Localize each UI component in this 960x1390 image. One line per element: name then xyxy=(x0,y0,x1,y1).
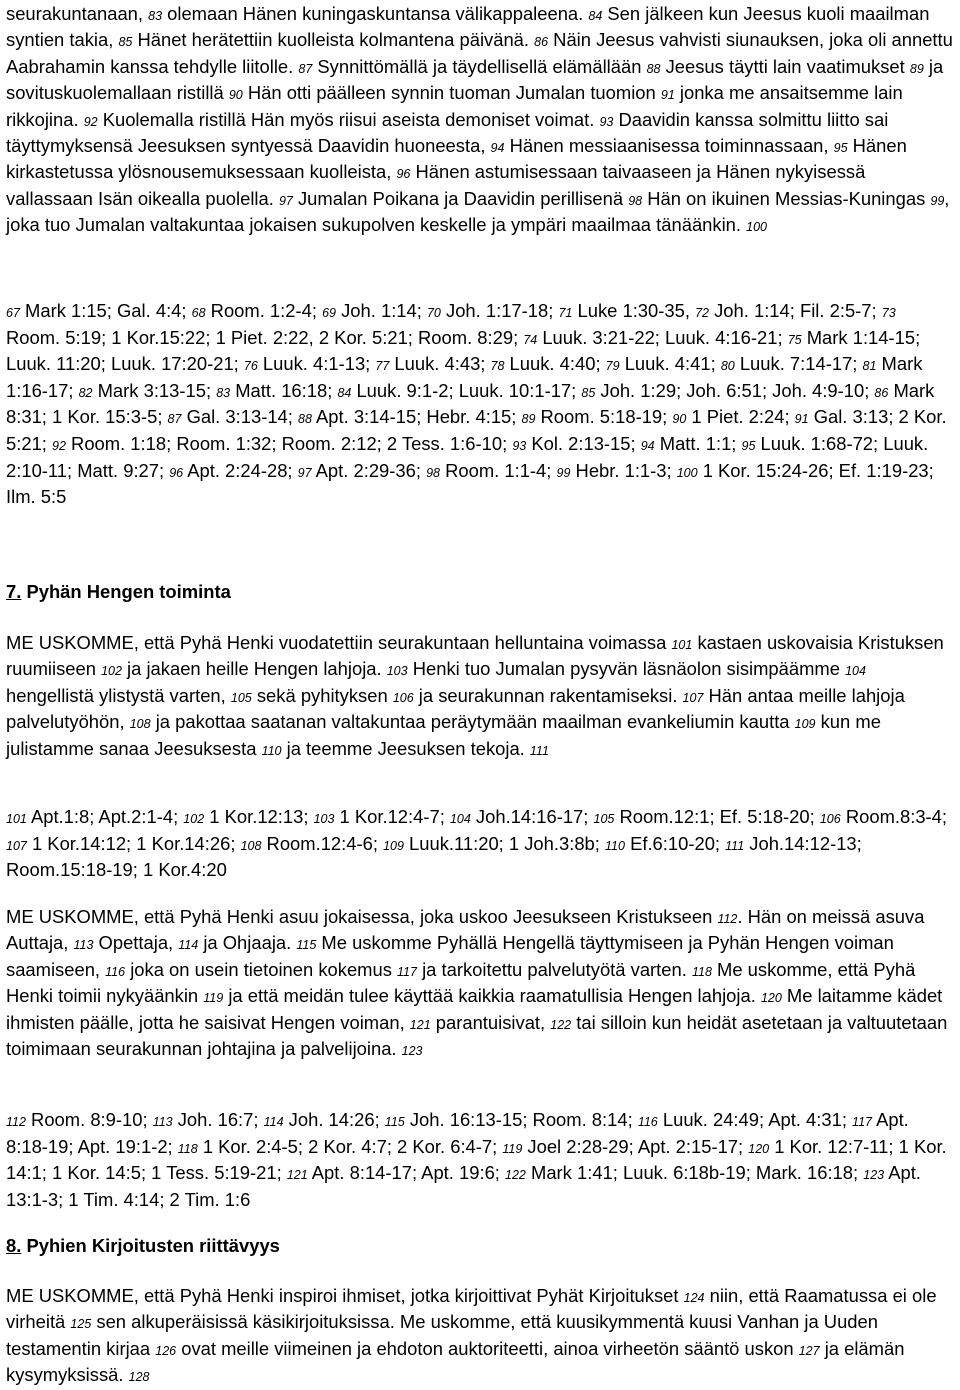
footnote-marker: 115 xyxy=(384,1115,405,1129)
text-run: Room. 1:1-4; xyxy=(439,459,557,481)
text-run: 1 Kor. 15:24-26; Ef. 1:19-23; Ilm. 5:5 xyxy=(6,459,934,508)
footnote-marker: 68 xyxy=(191,306,206,320)
text-run: Luuk.11:20; 1 Joh.3:8b; xyxy=(403,832,606,854)
text-run: Mark 1:41; Luuk. 6:18b-19; Mark. 16:18; xyxy=(525,1162,864,1184)
footnote-marker: 109 xyxy=(794,717,816,732)
text-run: Gal. 3:13-14; xyxy=(181,406,298,428)
footnote-references-112-123 xyxy=(6,1108,954,1211)
text-run: Room. 5:19; 1 Kor.15:22; 1 Piet. 2:22, 2 Kor. 5:21; Room. 8:29; xyxy=(6,326,524,348)
footnote-marker: 87 xyxy=(298,61,313,76)
text-run: Mark 1:15; Gal. 4:4; xyxy=(19,300,192,321)
text-run: Apt. 8:14-17; Apt. 19:6; xyxy=(307,1162,506,1184)
text-run: Hänen astumisessaan taivaaseen ja Hänen nykyisessä vallassaan Isän oikealla puolella. xyxy=(6,161,866,209)
footnote-marker: 99 xyxy=(556,465,571,480)
footnote-marker: 93 xyxy=(512,438,527,453)
text-run: ja että meidän tulee käyttää kaikkia raamatullisia Hengen lahjoja. xyxy=(223,985,761,1007)
paragraph-scripture-sufficiency xyxy=(6,1284,954,1390)
paragraph-spirit-indwelling xyxy=(6,905,954,1063)
footnote-marker: 107 xyxy=(682,690,704,705)
footnote-marker: 84 xyxy=(337,385,352,400)
footnote-marker: 88 xyxy=(298,412,312,427)
footnote-marker: 70 xyxy=(426,306,441,320)
footnote-marker: 115 xyxy=(296,938,317,953)
text-run: niin, että Raamatussa ei ole virheitä xyxy=(6,1285,937,1333)
footnote-marker: 117 xyxy=(852,1115,872,1129)
text-run: Me laitamme kädet ihmisten päälle, jotta he saisivat Hengen voiman, xyxy=(6,985,943,1033)
text-run: Hebr. 1:1-3; xyxy=(570,459,677,481)
footnote-marker: 75 xyxy=(787,332,802,347)
footnote-marker: 101 xyxy=(671,638,693,652)
text-run: Sen jälkeen kun Jeesus kuoli maailman syntien takia, xyxy=(6,3,930,51)
footnote-marker: 97 xyxy=(278,193,293,208)
footnote-marker: 80 xyxy=(720,359,735,374)
text-run: Apt. 2:29-36; xyxy=(311,459,427,481)
footnote-marker: 92 xyxy=(52,438,66,453)
text-run: Room. 1:2-4; xyxy=(205,300,323,321)
text-run: Hänen kirkastetussa ylösnousemuksessaan kuolleista, xyxy=(6,135,907,183)
text-run: Room. 8:9-10; xyxy=(25,1109,153,1130)
text-run: Luke 1:30-35, xyxy=(572,300,696,321)
text-run: Synnittömällä ja täydellisellä elämällään xyxy=(312,55,647,77)
text-run: Luuk. 4:41; xyxy=(619,353,721,375)
footnote-marker: 93 xyxy=(599,114,614,129)
text-run: ME USKOMME, että Pyhä Henki vuodatettiin seurakuntaan helluntaina voimassa xyxy=(6,632,672,653)
footnote-marker: 83 xyxy=(216,385,231,400)
text-run: Joh. 1:29; Joh. 6:51; Joh. 4:9-10; xyxy=(595,379,875,401)
footnote-marker: 113 xyxy=(152,1115,173,1129)
footnote-marker: 94 xyxy=(490,141,505,156)
footnote-marker: 117 xyxy=(397,964,417,979)
footnote-marker: 94 xyxy=(640,438,655,453)
footnote-marker: 128 xyxy=(128,1370,150,1385)
text-run: Daavidin kanssa solmittu liitto sai täyttymyksensä Jeesuksen syntyessä Daavidin huoneesta, xyxy=(6,108,889,157)
text-run: Jeesus täytti lain vaatimukset xyxy=(660,55,910,77)
text-run: Joh.14:12-13; Room.15:18-19; 1 Kor.4:20 xyxy=(6,832,862,881)
footnote-marker: 103 xyxy=(386,664,408,679)
text-run: parantuisivat, xyxy=(430,1011,551,1033)
footnote-references-67-100 xyxy=(6,299,954,509)
text-run: . Hän on meissä asuva Auttaja, xyxy=(6,906,925,954)
text-run: kun me julistamme sanaa Jeesuksesta xyxy=(6,711,881,759)
footnote-marker: 98 xyxy=(426,465,440,480)
text-run: 1 Kor.14:12; 1 Kor.14:26; xyxy=(26,832,241,854)
text-run: 1 Piet. 2:24; xyxy=(686,406,795,428)
footnote-marker: 83 xyxy=(148,9,163,23)
footnote-marker: 125 xyxy=(70,1317,92,1332)
text-run: Hän otti päälleen synnin tuoman Jumalan tuomion xyxy=(242,82,661,104)
text-run: Matt. 16:18; xyxy=(230,379,338,401)
footnote-marker: 102 xyxy=(101,664,122,679)
footnote-marker: 121 xyxy=(409,1017,431,1032)
footnote-marker: 81 xyxy=(862,359,877,374)
footnote-marker: 89 xyxy=(909,61,924,76)
text-run: Opettaja, xyxy=(93,932,179,954)
footnote-marker: 67 xyxy=(6,306,20,320)
text-run: Luuk. 4:1-13; xyxy=(257,353,376,375)
paragraph-holy-spirit-work xyxy=(6,631,954,763)
footnote-marker: 118 xyxy=(177,1141,198,1156)
text-run: sen alkuperäisissä käsikirjoituksissa. Me uskomme, että kuusikymmentä kuusi Vanhan ja Uuden testamentin kirjaa xyxy=(6,1311,878,1359)
footnote-marker: 112 xyxy=(717,912,738,926)
footnote-marker: 71 xyxy=(558,306,573,320)
footnote-marker: 102 xyxy=(183,812,205,826)
footnote-marker: 123 xyxy=(401,1044,423,1059)
text-run: ja sovituskuolemallaan ristillä xyxy=(6,55,944,104)
footnote-marker: 91 xyxy=(660,88,675,103)
text-run: Joel 2:28-29; Apt. 2:15-17; xyxy=(522,1135,749,1157)
footnote-marker: 107 xyxy=(6,838,27,853)
text-run: Room. 1:18; Room. 1:32; Room. 2:12; 2 Tess. 1:6-10; xyxy=(65,432,513,454)
footnote-marker: 111 xyxy=(529,743,549,758)
footnote-marker: 104 xyxy=(845,664,866,679)
text-run: Luuk. 7:14-17; xyxy=(734,353,863,375)
footnote-marker: 78 xyxy=(490,359,505,374)
footnote-marker: 100 xyxy=(676,465,698,480)
footnote-marker: 73 xyxy=(881,306,896,320)
footnote-marker: 101 xyxy=(6,812,27,826)
text-run: Hän on ikuinen Messias-Kuningas xyxy=(642,187,931,209)
heading-title: Pyhien Kirjoitusten riittävyys xyxy=(21,1235,280,1256)
text-run: Room. 5:18-19; xyxy=(535,406,673,428)
text-run: Luuk. 24:49; Apt. 4:31; xyxy=(657,1109,853,1130)
footnote-marker: 114 xyxy=(263,1115,284,1129)
footnote-marker: 123 xyxy=(863,1168,885,1183)
text-run: 1 Kor. 12:7-11; 1 Kor. 14:1; 1 Kor. 14:5; 1 Tess. 5:19-21; xyxy=(6,1135,947,1184)
text-run: ME USKOMME, että Pyhä Henki asuu jokaisessa, joka uskoo Jeesukseen Kristukseen xyxy=(6,906,718,927)
text-run: seurakuntanaan, xyxy=(6,3,149,24)
footnote-marker: 119 xyxy=(203,991,224,1006)
text-run: Mark 1:16-17; xyxy=(6,353,923,401)
footnote-marker: 116 xyxy=(105,964,126,979)
footnote-marker: 96 xyxy=(169,465,184,480)
text-run: Näin Jeesus vahvisti siunauksen, joka oli annettu Aabrahamin kanssa tehdylle liitolle. xyxy=(6,29,953,77)
footnote-marker: 119 xyxy=(502,1141,523,1156)
footnote-marker: 85 xyxy=(118,35,133,50)
footnote-marker: 77 xyxy=(375,359,390,374)
footnote-references-101-111 xyxy=(6,805,954,882)
text-run: 1 Kor.12:13; xyxy=(204,806,314,827)
text-run: Joh. 1:14; Fil. 2:5-7; xyxy=(708,300,882,321)
footnote-marker: 97 xyxy=(297,465,312,480)
text-run: 1 Kor.12:4-7; xyxy=(334,806,450,827)
footnote-marker: 72 xyxy=(695,306,709,320)
footnote-marker: 86 xyxy=(874,385,889,400)
footnote-marker: 103 xyxy=(313,812,335,826)
text-run: joka on usein tietoinen kokemus xyxy=(125,958,398,980)
text-run: Apt. 8:18-19; Apt. 19:1-2; xyxy=(6,1109,909,1157)
text-run: ja teemme Jeesuksen tekoja. xyxy=(281,737,530,759)
footnote-marker: 109 xyxy=(383,838,404,853)
footnote-marker: 85 xyxy=(581,385,596,400)
text-run: Me uskomme, että Pyhä Henki toimii nykyäänkin xyxy=(6,958,916,1007)
footnote-marker: 90 xyxy=(228,88,243,103)
text-run: Gal. 3:13; 2 Kor. 5:21; xyxy=(6,406,947,454)
text-run: Apt. 2:24-28; xyxy=(183,459,298,481)
footnote-marker: 95 xyxy=(741,438,756,453)
text-run: ovat meille viimeinen ja ehdoton auktoriteetti, ainoa virheetön sääntö uskon xyxy=(176,1337,799,1359)
text-run: ja pakottaa saatanan valtakuntaa peräytymään maailman evankeliumin kautta xyxy=(150,711,795,733)
text-run: ja seurakunnan rakentamiseksi. xyxy=(413,684,683,706)
footnote-marker: 104 xyxy=(449,812,471,826)
paragraph-christ-work xyxy=(6,2,954,240)
text-run: Luuk. 1:68-72; Luuk. 2:10-11; Matt. 9:27; xyxy=(6,432,929,481)
footnote-marker: 106 xyxy=(819,812,841,826)
footnote-marker: 127 xyxy=(798,1343,820,1358)
footnote-marker: 108 xyxy=(129,717,151,732)
footnote-marker: 96 xyxy=(396,167,411,182)
text-run: hengellistä ylistystä varten, xyxy=(6,684,231,706)
footnote-marker: 110 xyxy=(261,743,282,758)
text-run: Apt. 13:1-3; 1 Tim. 4:14; 2 Tim. 1:6 xyxy=(6,1162,921,1210)
text-run: Apt.1:8; Apt.2:1-4; xyxy=(26,806,184,827)
text-run: Mark 8:31; 1 Kor. 15:3-5; xyxy=(6,379,935,428)
footnote-marker: 95 xyxy=(833,141,848,156)
text-run: Luuk. 4:43; xyxy=(389,353,491,375)
footnote-marker: 84 xyxy=(588,9,603,23)
text-run: Mark 1:14-15; Luuk. 11:20; Luuk. 17:20-21; xyxy=(6,326,921,375)
text-run: ME USKOMME, että Pyhä Henki inspiroi ihmiset, jotka kirjoittivat Pyhät Kirjoitukset xyxy=(6,1285,684,1306)
footnote-marker: 126 xyxy=(155,1343,177,1358)
footnote-marker: 116 xyxy=(637,1115,658,1129)
footnote-marker: 90 xyxy=(672,412,687,427)
text-run: Joh. 1:14; xyxy=(335,300,427,321)
text-run: Me uskomme Pyhällä Hengellä täyttymiseen ja Pyhän Hengen voiman saamiseen, xyxy=(6,932,894,980)
footnote-marker: 121 xyxy=(286,1168,308,1183)
footnote-marker: 106 xyxy=(392,690,414,705)
text-run: Joh.14:16-17; xyxy=(470,806,594,827)
text-run: sekä pyhityksen xyxy=(251,684,393,706)
section-heading-8 xyxy=(6,1234,954,1258)
footnote-marker: 76 xyxy=(243,359,258,374)
text-run: Room.12:1; Ef. 5:18-20; xyxy=(614,806,820,827)
footnote-marker: 92 xyxy=(83,114,98,129)
footnote-marker: 114 xyxy=(178,938,199,953)
text-run: ja jakaen heille Hengen lahjoja. xyxy=(121,658,387,680)
footnote-marker: 88 xyxy=(646,61,661,76)
text-run: Luuk. 4:40; xyxy=(504,353,606,375)
text-run: Joh. 14:26; xyxy=(283,1109,385,1130)
text-run: Joh. 16:7; xyxy=(172,1109,264,1130)
text-run: kastaen uskovaisia Kristuksen ruumiiseen xyxy=(6,632,944,680)
text-run: jonka me ansaitsemme lain rikkojina. xyxy=(6,82,903,130)
text-run: Matt. 1:1; xyxy=(654,432,742,454)
text-run: Joh. 16:13-15; Room. 8:14; xyxy=(404,1109,638,1130)
text-run: Kuolemalla ristillä Hän myös riisui aseista demoniset voimat. xyxy=(97,108,600,130)
footnote-marker: 124 xyxy=(683,1291,705,1305)
footnote-marker: 100 xyxy=(746,220,767,235)
footnote-marker: 99 xyxy=(930,193,945,208)
text-run: Hänen messiaanisessa toiminnassaan, xyxy=(504,135,834,157)
footnote-marker: 105 xyxy=(593,812,615,826)
text-run: Luuk. 3:21-22; Luuk. 4:16-21; xyxy=(537,326,788,348)
text-run: ja Ohjaaja. xyxy=(198,932,297,954)
text-run: Room.8:3-4; xyxy=(840,806,948,827)
footnote-marker: 111 xyxy=(725,838,745,853)
text-run: Ef.6:10-20; xyxy=(624,832,726,854)
footnote-marker: 89 xyxy=(521,412,536,427)
text-run: Mark 3:13-15; xyxy=(92,379,217,401)
footnote-marker: 74 xyxy=(523,332,538,347)
text-run: Joh. 1:17-18; xyxy=(440,300,559,321)
text-run: Hän antaa meille lahjoja palvelutyöhön, xyxy=(6,684,905,733)
heading-title: Pyhän Hengen toiminta xyxy=(21,581,231,602)
footnote-marker: 69 xyxy=(322,306,336,320)
text-run: Luuk. 9:1-2; Luuk. 10:1-17; xyxy=(351,379,582,401)
footnote-marker: 120 xyxy=(748,1141,770,1156)
footnote-marker: 87 xyxy=(167,412,182,427)
footnote-marker: 91 xyxy=(794,412,809,427)
text-run: ja tarkoitettu palvelutyötä varten. xyxy=(416,958,692,980)
text-run: Kol. 2:13-15; xyxy=(526,432,641,454)
text-run: olemaan Hänen kuningaskuntansa välikappaleena. xyxy=(162,3,589,24)
text-run: Henki tuo Jumalan pysyvän läsnäolon sisimpäämme xyxy=(407,658,846,680)
footnote-marker: 110 xyxy=(605,838,625,853)
text-run: , joka tuo Jumalan valtakuntaa jokaisen sukupolven keskelle ja ympäri maailmaa tänäänkin. xyxy=(6,187,950,236)
text-run: Hänet herätettiin kuolleista kolmantena päivänä. xyxy=(132,29,535,51)
footnote-marker: 105 xyxy=(230,690,252,705)
heading-number: 7. xyxy=(6,581,22,602)
footnote-marker: 112 xyxy=(6,1115,26,1129)
heading-number: 8. xyxy=(6,1235,22,1256)
section-heading-7 xyxy=(6,580,954,604)
footnote-marker: 86 xyxy=(534,35,549,50)
text-run: Jumalan Poikana ja Daavidin perillisenä xyxy=(292,187,629,209)
footnote-marker: 82 xyxy=(78,385,93,400)
footnote-marker: 113 xyxy=(73,938,94,953)
footnote-marker: 122 xyxy=(505,1168,526,1183)
text-run: 1 Kor. 2:4-5; 2 Kor. 4:7; 2 Kor. 6:4-7; xyxy=(197,1135,503,1157)
footnote-marker: 120 xyxy=(760,991,782,1006)
footnote-marker: 79 xyxy=(605,359,620,374)
text-run: Apt. 3:14-15; Hebr. 4:15; xyxy=(311,406,522,428)
footnote-marker: 122 xyxy=(550,1017,572,1032)
text-run: ja elämän kysymyksissä. xyxy=(6,1337,905,1386)
text-run: tai silloin kun heidät asetetaan ja valtuutetaan toimimaan seurakunnan johtajina ja palvelijoina. xyxy=(6,1011,948,1060)
footnote-marker: 108 xyxy=(240,838,262,853)
footnote-marker: 98 xyxy=(628,193,643,208)
footnote-marker: 118 xyxy=(691,964,712,979)
text-run: Room.12:4-6; xyxy=(261,832,384,854)
